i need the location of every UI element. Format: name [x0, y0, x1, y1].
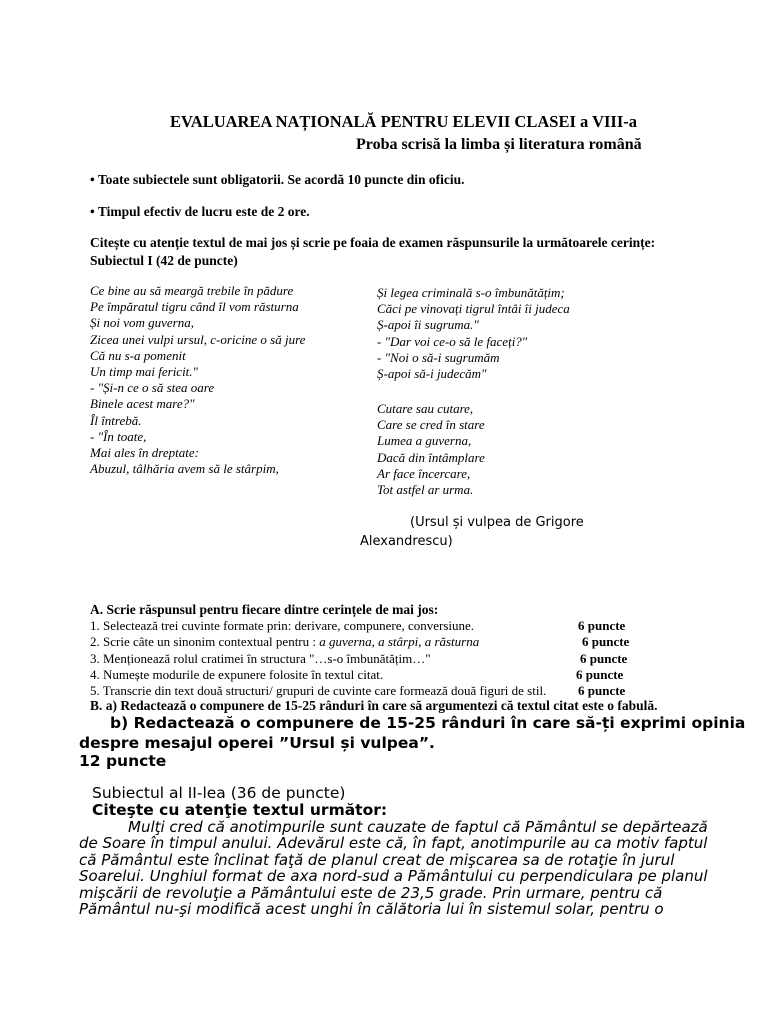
subject2-paragraph	[79, 818, 708, 919]
requirement-4: 4. Numește modurile de expunere folosite în textul citat.	[90, 667, 384, 682]
poem-line: Un timp mai fericit."	[90, 364, 199, 380]
paragraph-line: Mulţi cred că anotimpurile sunt cauzate de faptul că Pământul se depărtează	[128, 818, 708, 836]
poem-line: Tot astfel ar urma.	[377, 482, 474, 498]
poem-line: Binele acest mare?"	[90, 396, 195, 412]
rule-mandatory: • Toate subiectele sunt obligatorii. Se acordă 10 puncte din oficiu.	[90, 172, 465, 187]
requirement-2-points: 6 puncte	[582, 634, 630, 649]
poem-line: Pe împăratul tigru când îl vom răsturna	[90, 299, 299, 315]
poem-line: - "În toate,	[90, 428, 147, 444]
poem-line: Mai ales în dreptate:	[90, 445, 199, 461]
poem-line: Zicea unei vulpi ursul, c-oricine o să jure	[90, 331, 306, 347]
poem-source-line1: (Ursul și vulpea de Grigore	[410, 515, 584, 530]
part-b-b-line2: despre mesajul operei ”Ursul și vulpea”.	[79, 734, 435, 752]
poem-line: Ar face încercare,	[377, 465, 471, 481]
poem-line: - "Dar voi ce-o să le faceți?"	[377, 333, 528, 349]
poem-line: Și legea criminală s-o îmbunătățim;	[377, 285, 565, 300]
part-b-a: B. a) Redactează o compunere de 15-25 rânduri în care să argumentezi că textul citat este o fabulă.	[90, 698, 658, 713]
rule-time: • Timpul efectiv de lucru este de 2 ore.	[90, 204, 310, 219]
paragraph-line: Pământul nu-şi modifică acest unghi în călătoria lui în sistemul solar, pentru o	[79, 900, 664, 919]
subject2-instruction: Citeşte cu atenţie textul următor:	[92, 801, 388, 819]
poem-line: - "Noi o să-i sugrumăm	[377, 349, 500, 365]
paragraph-line: că Pământul este înclinat faţă de planul creat de mişcarea sa de rotaţie în jurul	[79, 850, 675, 869]
requirement-5: 5. Transcrie din text două structuri/ grupuri de cuvinte care formează două figuri de stil.	[90, 683, 547, 698]
poem-source-line2: Alexandrescu)	[360, 534, 453, 549]
poem-line: Și noi vom guverna,	[90, 315, 194, 331]
poem-line: Cutare sau cutare,	[377, 401, 474, 416]
requirement-2-text: 2. Scrie câte un sinonim contextual pentru :	[90, 634, 320, 649]
poem-line: Lumea a guverna,	[377, 433, 472, 449]
poem-left-column	[90, 283, 305, 477]
poem-right-bottom	[377, 401, 485, 498]
page-title: EVALUAREA NAȚIONALĂ PENTRU ELEVII CLASEI a VIII-a	[170, 112, 637, 131]
poem-line: Ș-apoi îi sugruma."	[377, 317, 479, 333]
paragraph-line: Soarelui. Unghiul format de axa nord-sud a Pământului cu perpendiculara pe planul	[79, 867, 708, 886]
part-b-points: 12 puncte	[79, 752, 167, 770]
subject2-heading: Subiectul al II-lea (36 de puncte)	[92, 784, 346, 802]
part-b-b-line1: b) Redactează o compunere de 15-25 rânduri în care să-ți exprimi opinia	[110, 714, 746, 732]
requirement-5-points: 6 puncte	[578, 683, 626, 698]
poem-line: Dacă din întâmplare	[377, 449, 485, 465]
requirement-2-words: a guverna, a stârpi, a răsturna	[319, 634, 480, 649]
paragraph-line: mişcării de revoluţie a Pământului este de 23,5 grade. Prin urmare, pentru că	[79, 883, 663, 902]
requirement-3-points: 6 puncte	[580, 651, 628, 666]
requirement-1: 1. Selectează trei cuvinte formate prin: derivare, compunere, conversiune.	[90, 618, 475, 633]
poem-line: - "Și-n ce o să stea oare	[90, 380, 215, 396]
poem-line: Abuzul, tâlhăria avem să le stârpim,	[90, 461, 279, 477]
poem-line: Ce bine au să meargă trebile în pădure	[90, 283, 294, 298]
requirement-3: 3. Menționează rolul cratimei în structura "…s-o îmbunătățim…"	[90, 651, 431, 666]
poem-line: Că nu s-a pomenit	[90, 347, 186, 363]
poem-line: Căci pe vinovați tigrul întâi îi judeca	[377, 301, 570, 317]
requirement-4-points: 6 puncte	[576, 667, 624, 682]
part-a-heading: A. Scrie răspunsul pentru fiecare dintre cerințele de mai jos:	[90, 602, 439, 617]
subject1-heading: Subiectul I (42 de puncte)	[90, 253, 238, 268]
page-subtitle: Proba scrisă la limba și literatura română	[356, 136, 642, 153]
requirement-1-points: 6 puncte	[578, 618, 626, 633]
poem-line: Care se cred în stare	[377, 417, 485, 433]
instruction-text: Citește cu atenție textul de mai jos și scrie pe foaia de examen răspunsurile la următoarele cerințe:	[90, 235, 656, 250]
paragraph-line: de Soare în timpul anului. Adevărul este că, în fapt, anotimpurile au ca motiv faptul	[79, 834, 708, 853]
requirement-2	[90, 634, 479, 650]
poem-line: Îl întrebă.	[90, 412, 142, 428]
poem-right-top	[377, 285, 570, 382]
poem-line: Ș-apoi să-i judecăm"	[377, 366, 487, 382]
